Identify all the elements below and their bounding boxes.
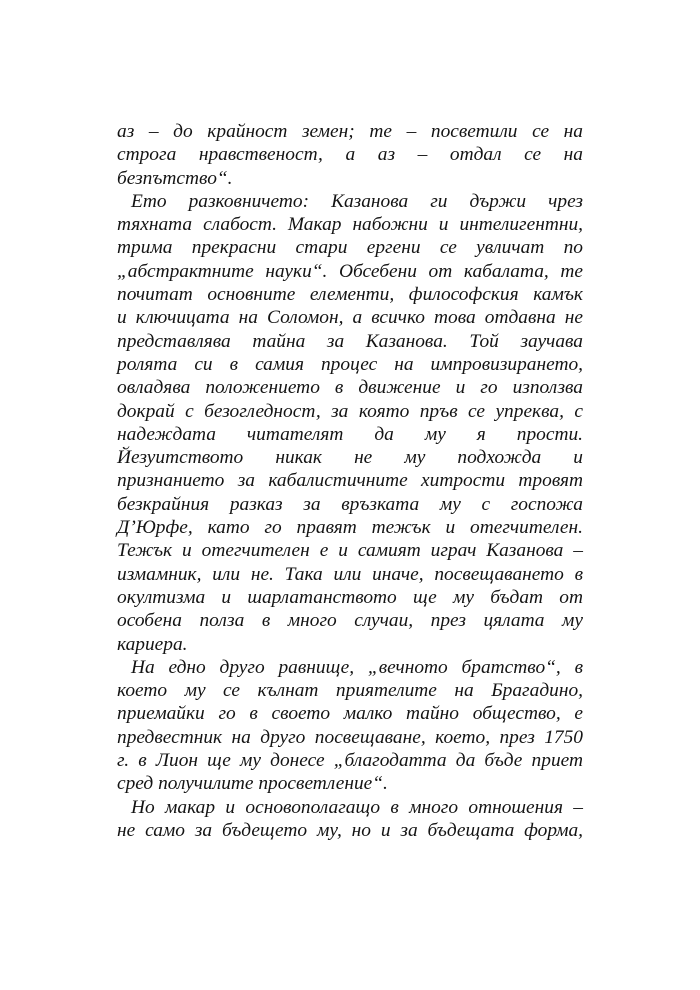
text-line: Тежък и отегчителен е и самият играч Казанова – [117,540,583,562]
text-line: ролята си в самия процес на импровизирането, [117,353,583,375]
text-line: На едно друго равнище, „вечното братство“, в [131,656,583,678]
text-line: особена полза в много случаи, през цялата му [117,610,583,632]
text-line: докрай с безогледност, за която пръв се упреква, с [117,400,583,422]
text-line: приемайки го в своето малко тайно общество, е [117,703,583,725]
text-line: безкрайния разказ за връзката му с госпожа [117,493,583,515]
text-line: Йезуитството никак не му подхожда и [117,447,583,469]
text-line: Ето разковничето: Казанова ги държи чрез [131,190,583,212]
text-line: което му се кълнат приятелите на Брагадино, [117,680,583,702]
text-line: кариера. [117,633,188,655]
text-line: окултизма и шарлатанството ще му бъдат от [117,586,583,608]
text-line: и ключицата на Соломон, а всичко това отдавна не [117,307,583,329]
text-line: надеждата читателят да му я прости. [117,423,583,445]
text-line: Д’Юрфе, като го правят тежък и отегчителен. [117,517,583,539]
text-line: г. в Лион ще му донесе „благодатта да бъде приет [117,750,583,772]
text-line: предвестник на друго посвещаване, което, през 1750 [117,726,583,748]
text-line: представлява тайна за Казанова. Той заучава [117,330,583,352]
text-line: измамник, или не. Така или иначе, посвещаването в [117,563,583,585]
text-line: аз – до крайност земен; те – посветили се на [117,121,583,142]
text-line: почитат основните елементи, философския камък [117,284,583,306]
text-line: не само за бъдещето му, но и за бъдещата форма, [117,819,583,841]
text-line: трима прекрасни стари ергени се увличат по [117,237,583,259]
text-line: признанието за кабалистичните хитрости тровят [117,470,583,492]
text-line: тяхната слабост. Макар набожни и интелигентни, [117,214,583,236]
body-text [117,120,583,842]
text-line: овладява положението в движение и го използва [117,377,583,399]
text-line: „абстрактните науки“. Обсебени от кабалата, те [117,260,583,282]
text-line: безпътство“. [117,167,233,189]
text-line: строга нравственост, а аз – отдал се на [117,144,583,166]
text-line: Но макар и основополагащо в много отношения – [131,796,583,818]
text-line: сред получилите просветление“. [117,773,388,795]
